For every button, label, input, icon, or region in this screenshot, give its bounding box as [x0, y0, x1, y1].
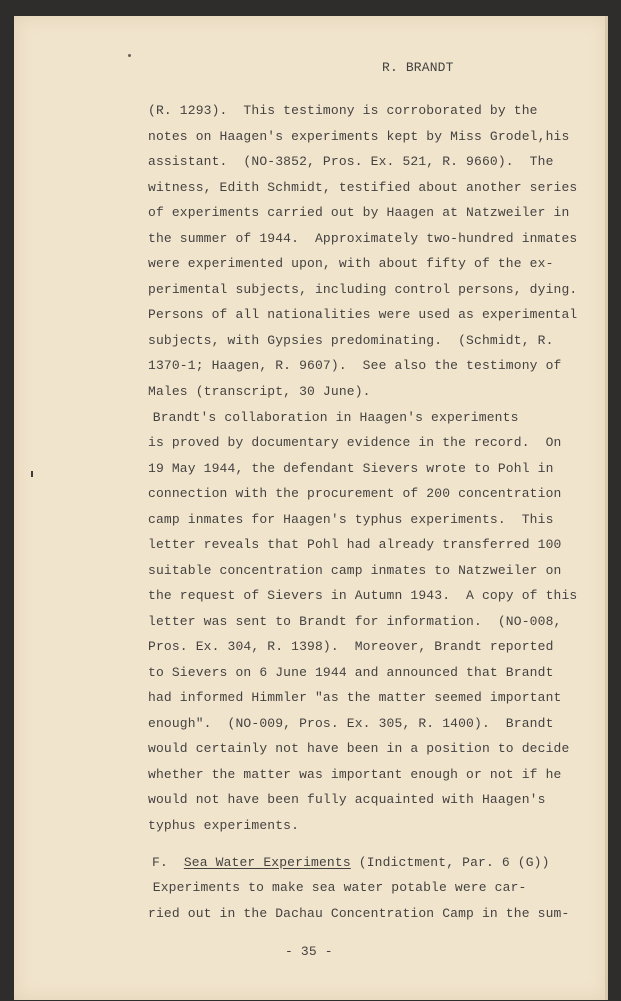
- body-line: whether the matter was important enough or not if he: [148, 767, 562, 782]
- body-line: had informed Himmler "as the matter seemed important: [148, 690, 562, 705]
- section-letter: F.: [152, 855, 168, 870]
- body-line: the summer of 1944. Approximately two-hundred inmates: [148, 231, 578, 246]
- body-line: Males (transcript, 30 June).: [148, 384, 371, 399]
- speck-mark: [128, 54, 131, 57]
- body-line: assistant. (NO-3852, Pros. Ex. 521, R. 9660). The: [148, 154, 554, 169]
- body-line: subjects, with Gypsies predominating. (Schmidt, R.: [148, 333, 554, 348]
- body-line: Brandt's collaboration in Haagen's experiments: [113, 410, 519, 425]
- body-line: of experiments carried out by Haagen at Natzweiler in: [148, 205, 570, 220]
- body-line: would certainly not have been in a position to decide: [148, 741, 570, 756]
- body-line: would not have been fully acquainted with Haagen's: [148, 792, 546, 807]
- body-line: enough". (NO-009, Pros. Ex. 305, R. 1400). Brandt: [148, 716, 554, 731]
- body-line: camp inmates for Haagen's typhus experiments. This: [148, 512, 554, 527]
- body-line: (R. 1293). This testimony is corroborated by the: [148, 103, 538, 118]
- section-heading: [152, 855, 550, 871]
- page-header: R. BRANDT: [382, 60, 454, 75]
- body-line: connection with the procurement of 200 concentration: [148, 486, 562, 501]
- body-line: 1370-1; Haagen, R. 9607). See also the testimony of: [148, 358, 562, 373]
- section-title: Sea Water Experiments: [183, 855, 351, 870]
- body-line: Persons of all nationalities were used as experimental: [148, 307, 578, 322]
- body-line: witness, Edith Schmidt, testified about another series: [148, 180, 578, 195]
- body-line: 19 May 1944, the defendant Sievers wrote to Pohl in: [148, 461, 554, 476]
- body-line: is proved by documentary evidence in the record. On: [148, 435, 562, 450]
- body-line: letter was sent to Brandt for information. (NO-008,: [148, 614, 562, 629]
- body-line: the request of Sievers in Autumn 1943. A copy of this: [148, 588, 578, 603]
- body-line: suitable concentration camp inmates to Natzweiler on: [148, 563, 562, 578]
- section-reference: (Indictment, Par. 6 (G)): [358, 855, 550, 870]
- margin-mark: [31, 471, 33, 477]
- body-line: were experimented upon, with about fifty of the ex-: [148, 256, 554, 271]
- body-line: notes on Haagen's experiments kept by Miss Grodel,his: [148, 129, 570, 144]
- body-line: Pros. Ex. 304, R. 1398). Moreover, Brandt reported: [148, 639, 554, 654]
- body-line: Experiments to make sea water potable were car-: [113, 880, 527, 895]
- body-line: typhus experiments.: [148, 818, 300, 833]
- body-line: letter reveals that Pohl had already transferred 100: [148, 537, 562, 552]
- body-line: to Sievers on 6 June 1944 and announced that Brandt: [148, 665, 554, 680]
- body-line: perimental subjects, including control persons, dying.: [148, 282, 578, 297]
- page-number: - 35 -: [285, 944, 333, 959]
- body-line: ried out in the Dachau Concentration Camp in the sum-: [148, 906, 570, 921]
